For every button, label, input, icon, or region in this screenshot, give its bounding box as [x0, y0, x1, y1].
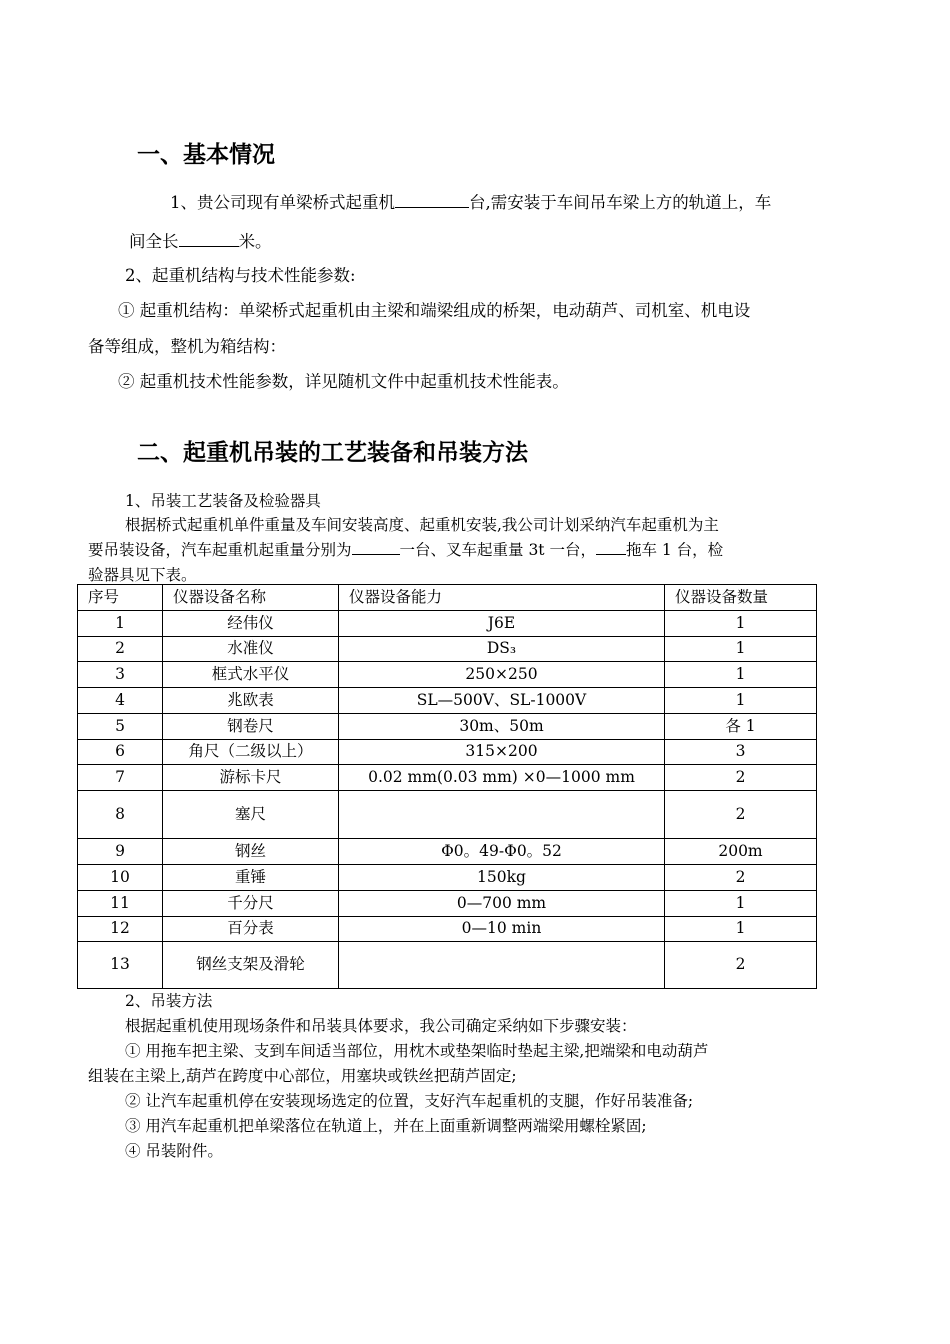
cell-name: 钢卷尺	[163, 714, 339, 740]
equipment-paragraph-line-2	[88, 538, 723, 560]
step-4: ④ 吊装附件。	[125, 1142, 223, 1160]
blank-crane-capacity	[352, 540, 400, 555]
equipment-table	[77, 584, 817, 989]
cell-capacity: J6E	[339, 611, 665, 637]
paragraph-1-line-1	[170, 189, 771, 213]
cell-seq: 1	[78, 611, 163, 637]
cell-seq: 10	[78, 865, 163, 891]
step-1-line-2: 组装在主梁上,葫芦在跨度中心部位，用塞块或铁丝把葫芦固定;	[88, 1067, 517, 1085]
subsection-2-title: 2、吊装方法	[125, 992, 213, 1010]
table-row	[78, 765, 817, 791]
cell-name: 千分尺	[163, 891, 339, 917]
cell-seq: 4	[78, 688, 163, 714]
cell-capacity	[339, 791, 665, 839]
header-seq: 序号	[78, 585, 163, 611]
blank-trailer	[596, 540, 626, 555]
cell-quantity: 1	[665, 688, 817, 714]
equipment-paragraph-line-3: 验器具见下表。	[88, 566, 197, 584]
cell-quantity: 2	[665, 942, 817, 989]
cell-seq: 5	[78, 714, 163, 740]
blank-crane-count	[395, 193, 469, 208]
cell-capacity: 0.02 mm(0.03 mm) ×0—1000 mm	[339, 765, 665, 791]
method-intro: 根据起重机使用现场条件和吊装具体要求，我公司确定采纳如下步骤安装：	[125, 1017, 637, 1035]
table-row	[78, 839, 817, 865]
cell-quantity: 1	[665, 891, 817, 917]
table-row	[78, 791, 817, 839]
cell-quantity: 1	[665, 611, 817, 637]
section-2-title: 二、起重机吊装的工艺装备和吊装方法	[137, 440, 528, 466]
cell-capacity: 30m、50m	[339, 714, 665, 740]
paragraph-1-text-a: 1、贵公司现有单梁桥式起重机	[170, 193, 395, 212]
header-capacity: 仪器设备能力	[339, 585, 665, 611]
cell-quantity: 1	[665, 662, 817, 688]
cell-seq: 13	[78, 942, 163, 989]
section-1-title: 一、基本情况	[137, 142, 275, 168]
cell-name: 经伟仪	[163, 611, 339, 637]
cell-capacity: 0—10 min	[339, 917, 665, 942]
equipment-paragraph-text-b2: 一台、叉车起重量 3t 一台，	[399, 541, 596, 559]
cell-quantity: 2	[665, 765, 817, 791]
cell-seq: 2	[78, 637, 163, 662]
cell-capacity: DS₃	[339, 637, 665, 662]
cell-seq: 3	[78, 662, 163, 688]
cell-quantity: 2	[665, 865, 817, 891]
table-row	[78, 688, 817, 714]
equipment-paragraph-text-b1: 要吊装设备，汽车起重机起重量分别为	[88, 541, 352, 559]
cell-name: 钢丝	[163, 839, 339, 865]
table-row	[78, 611, 817, 637]
cell-name: 兆欧表	[163, 688, 339, 714]
table-row	[78, 891, 817, 917]
cell-quantity: 3	[665, 740, 817, 765]
cell-capacity	[339, 942, 665, 989]
equipment-paragraph-text-b3: 拖车 1 台，检	[625, 541, 724, 559]
paragraph-1-text-b: 台,需安装于车间吊车梁上方的轨道上，车	[469, 193, 772, 212]
table-row	[78, 740, 817, 765]
table-row	[78, 942, 817, 989]
cell-quantity: 1	[665, 917, 817, 942]
paragraph-3-line-1: ① 起重机结构：单梁桥式起重机由主梁和端梁组成的桥架，电动葫芦、司机室、机电设	[118, 301, 751, 320]
paragraph-1-line-2	[129, 228, 272, 252]
header-quantity: 仪器设备数量	[665, 585, 817, 611]
paragraph-2: 2、起重机结构与技术性能参数:	[125, 266, 356, 285]
table-row	[78, 662, 817, 688]
cell-quantity: 各 1	[665, 714, 817, 740]
cell-capacity: 150kg	[339, 865, 665, 891]
paragraph-4: ② 起重机技术性能参数，详见随机文件中起重机技术性能表。	[118, 372, 569, 391]
table-header-row	[78, 585, 817, 611]
step-3: ③ 用汽车起重机把单梁落位在轨道上，并在上面重新调整两端梁用螺栓紧固;	[125, 1117, 647, 1135]
equipment-paragraph-line-1: 根据桥式起重机单件重量及车间安装高度、起重机安装,我公司计划采纳汽车起重机为主	[125, 516, 719, 534]
cell-capacity: 0—700 mm	[339, 891, 665, 917]
paragraph-1-text-d: 米。	[238, 232, 272, 251]
table-row	[78, 637, 817, 662]
table-row	[78, 917, 817, 942]
cell-name: 重锤	[163, 865, 339, 891]
cell-capacity: Φ0。49-Φ0。52	[339, 839, 665, 865]
cell-seq: 9	[78, 839, 163, 865]
blank-workshop-length	[179, 232, 239, 247]
paragraph-1-text-c: 间全长	[129, 232, 179, 251]
cell-name: 塞尺	[163, 791, 339, 839]
cell-capacity: 250×250	[339, 662, 665, 688]
cell-seq: 6	[78, 740, 163, 765]
cell-capacity: SL—500V、SL-1000V	[339, 688, 665, 714]
cell-capacity: 315×200	[339, 740, 665, 765]
cell-seq: 7	[78, 765, 163, 791]
cell-name: 百分表	[163, 917, 339, 942]
cell-name: 框式水平仪	[163, 662, 339, 688]
header-name: 仪器设备名称	[163, 585, 339, 611]
cell-name: 钢丝支架及滑轮	[163, 942, 339, 989]
subsection-1-title: 1、吊装工艺装备及检验器具	[125, 492, 321, 510]
cell-quantity: 2	[665, 791, 817, 839]
table-row	[78, 714, 817, 740]
cell-seq: 11	[78, 891, 163, 917]
cell-quantity: 1	[665, 637, 817, 662]
paragraph-3-line-2: 备等组成，整机为箱结构：	[88, 337, 286, 356]
cell-quantity: 200m	[665, 839, 817, 865]
table-row	[78, 865, 817, 891]
cell-name: 游标卡尺	[163, 765, 339, 791]
cell-seq: 8	[78, 791, 163, 839]
cell-name: 角尺（二级以上）	[163, 740, 339, 765]
step-2: ② 让汽车起重机停在安装现场选定的位置，支好汽车起重机的支腿，作好吊装准备;	[125, 1092, 694, 1110]
step-1-line-1: ① 用拖车把主梁、支到车间适当部位，用枕木或垫架临时垫起主梁,把端梁和电动葫芦	[125, 1042, 709, 1060]
cell-name: 水准仪	[163, 637, 339, 662]
cell-seq: 12	[78, 917, 163, 942]
